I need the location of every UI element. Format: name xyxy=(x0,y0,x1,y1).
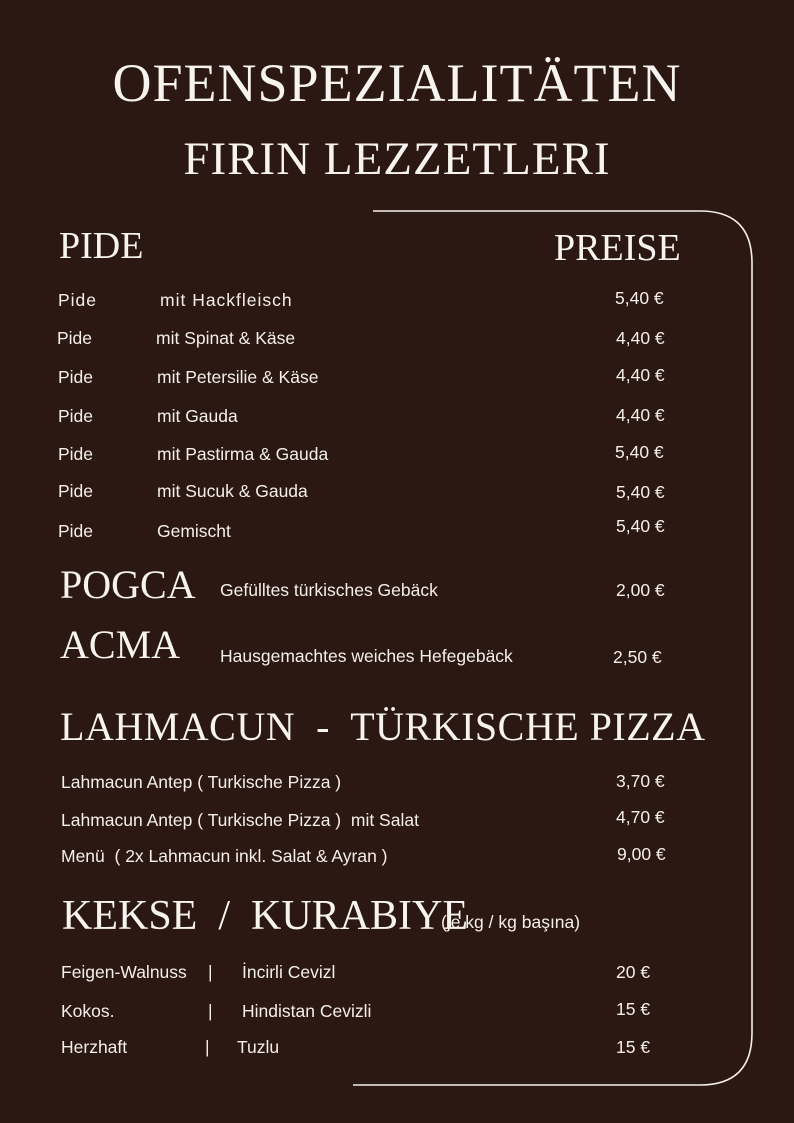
item-separator: | xyxy=(208,962,213,982)
item-price: 4,40 € xyxy=(616,328,665,348)
lahmacun-heading: LAHMACUN - TÜRKISCHE PIZZA xyxy=(60,704,706,749)
acma-description: Hausgemachtes weiches Hefegebäck xyxy=(220,646,513,666)
item-description: mit Sucuk & Gauda xyxy=(157,481,308,501)
item-price: 5,40 € xyxy=(615,288,664,308)
item-name-german: Herzhaft xyxy=(61,1037,128,1057)
item-description: mit Spinat & Käse xyxy=(156,328,296,348)
item-price: 3,70 € xyxy=(616,771,665,791)
item-name: Pide xyxy=(58,290,98,310)
item-description: Lahmacun Antep ( Turkische Pizza ) mit Salat xyxy=(61,810,419,830)
pogca-description: Gefülltes türkisches Gebäck xyxy=(220,580,438,600)
title-turkish: FIRIN LEZZETLERI xyxy=(183,133,611,185)
item-price: 5,40 € xyxy=(615,442,664,462)
acma-heading: ACMA xyxy=(60,622,181,667)
item-separator: | xyxy=(208,1001,213,1021)
pogca-price: 2,00 € xyxy=(616,580,665,600)
item-price: 4,40 € xyxy=(616,405,665,425)
item-description: Menü ( 2x Lahmacun inkl. Salat & Ayran ) xyxy=(61,846,388,866)
kekse-unit: (je kg / kg başına) xyxy=(441,912,581,932)
item-description: Lahmacun Antep ( Turkische Pizza ) xyxy=(61,772,342,792)
item-description: mit Gauda xyxy=(157,406,238,426)
item-price: 20 € xyxy=(616,962,651,982)
item-description: Gemischt xyxy=(157,521,231,541)
title-german: OFENSPEZIALITÄTEN xyxy=(112,53,682,113)
item-name-turkish: Hindistan Cevizli xyxy=(242,1001,372,1021)
item-price: 5,40 € xyxy=(616,482,665,502)
item-name-german: Kokos. xyxy=(61,1001,115,1021)
item-price: 4,40 € xyxy=(616,365,665,385)
item-name: Pide xyxy=(58,521,94,541)
item-description: mit Petersilie & Käse xyxy=(157,367,319,387)
item-name-turkish: İncirli Cevizl xyxy=(242,962,336,982)
acma-price: 2,50 € xyxy=(613,647,662,667)
item-price: 4,70 € xyxy=(616,807,665,827)
pide-heading: PIDE xyxy=(59,225,144,267)
item-price: 15 € xyxy=(616,999,651,1019)
item-name: Pide xyxy=(58,406,94,426)
item-name: Pide xyxy=(58,444,94,464)
prices-heading: PREISE xyxy=(554,227,681,269)
item-price: 5,40 € xyxy=(616,516,665,536)
item-name: Pide xyxy=(58,481,94,501)
item-name: Pide xyxy=(57,328,93,348)
item-description: mit Pastirma & Gauda xyxy=(157,444,329,464)
item-name: Pide xyxy=(58,367,94,387)
item-price: 9,00 € xyxy=(617,844,666,864)
item-separator: | xyxy=(205,1037,210,1057)
item-price: 15 € xyxy=(616,1037,651,1057)
pogca-heading: POGCA xyxy=(60,562,196,607)
item-description: mit Hackfleisch xyxy=(160,290,293,310)
item-name-turkish: Tuzlu xyxy=(237,1037,280,1057)
kekse-heading: KEKSE / KURABIYE xyxy=(62,893,468,939)
item-name-german: Feigen-Walnuss xyxy=(61,962,187,982)
